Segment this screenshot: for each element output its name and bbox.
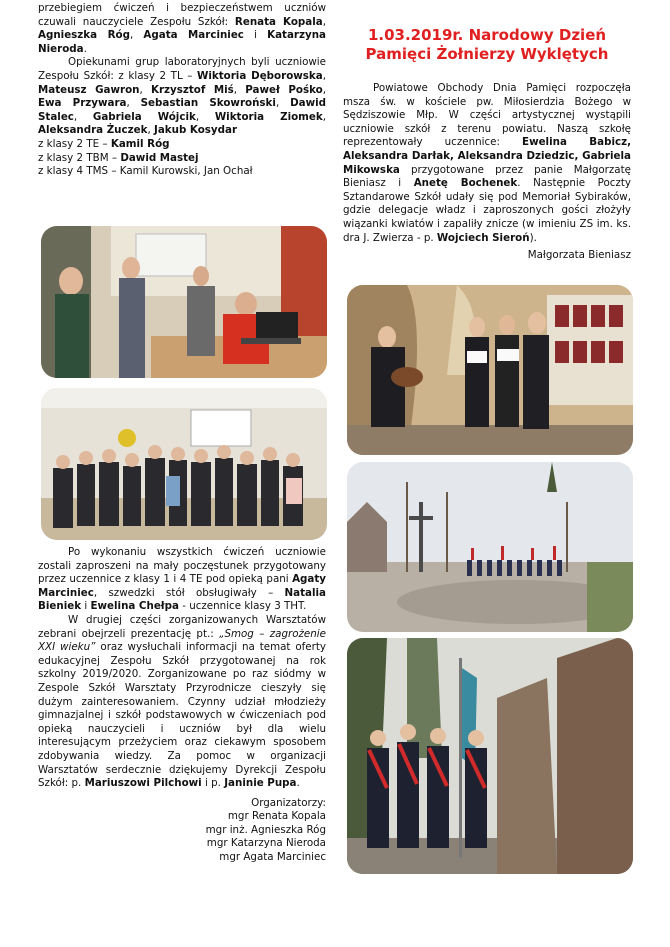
article-title: 1.03.2019r. Narodowy Dzień Pamięci Żołnierzy Wyklętych: [365, 26, 609, 63]
photo-memorial-square: [347, 462, 633, 632]
paragraph-refreshments: Po wykonaniu wszystkich ćwiczeń uczniowie zostali zaproszeni na mały poczęstunek przygotowany przez uczennice z klasy 1 i 4 TE pod opieką pani Agaty Marciniec, szwedzki stół obsługiwały – Natalia Bieniek i Ewelina Chełpa - uczennice klasy 3 THT.: [38, 546, 326, 613]
photo-memorial-square-image: [347, 462, 633, 632]
left-column-top: [38, 2, 326, 179]
paragraph-presentation: W drugiej części zorganizowanych Warsztatów zebrani obejrzeli prezentację pt.: „Smog – zagrożenie XXI wieku” oraz wysłuchali informacji na temat oferty edukacyjnej Zespołu Szkół przygotowanej na rok szkolny 2019/2020. Zorganizowane po raz siódmy w Zespole Szkół Warsztaty Przyrodnicze cieszyły się dużym zainteresowaniem. Czynny udział młodzieży gimnazjalnej i szkół podstawowych w ćwiczeniach pod opieką nauczycieli i uczniów był dla wielu interesującym przeżyciem oraz ciekawym sposobem zdobywania wiedzy. Za pomoc w organizacji Warsztatów serdecznie dziękujemy Dyrekcji Zespołu Szkół: p. Mariuszowi Pilchowi i p. Janinie Pupa.: [38, 613, 326, 790]
photo-flag-bearers: [347, 638, 633, 874]
class-4tms-line: z klasy 4 TMS – Kamil Kurowski, Jan Ochał: [38, 165, 253, 178]
paragraph-lab-guides: Opiekunami grup laboratoryjnych byli uczniowie Zespołu Szkół: z klasy 2 TL – Wiktoria Dęborowska, Mateusz Gawron, Krzysztof Miś, Paweł Pośko, Ewa Przywara, Sebastian Skowroński, Dawid Stalec, Gabriela Wójcik, Wiktoria Ziomek, Aleksandra Żuczek, Jakub Kosydar: [38, 56, 327, 137]
organizers-title: Organizatorzy:: [251, 796, 326, 809]
organizer-4: mgr Agata Marciniec: [219, 851, 326, 864]
photo-flag-bearers-image: [347, 638, 633, 874]
photo-students-at-laptops: [41, 226, 327, 378]
article-author: Małgorzata Bieniasz: [527, 249, 631, 262]
organizer-3: mgr Katarzyna Nieroda: [206, 837, 326, 850]
photo-group: [41, 388, 327, 540]
left-column-bottom: [38, 546, 326, 865]
class-2te-line: z klasy 2 TE – Kamil Róg: [38, 137, 170, 150]
photo-students-at-laptops-image: [41, 226, 327, 378]
organizer-2: mgr inż. Agnieszka Róg: [205, 823, 326, 836]
photo-girls-singing: [347, 285, 633, 455]
paragraph-supervisors: przebiegiem ćwiczeń i bezpieczeństwem uczniów czuwali nauczyciele Zespołu Szkół: Renata Kopala, Agnieszka Róg, Agata Marciniec i Katarzyna Nieroda.: [38, 2, 326, 55]
class-2tbm-line: z klasy 2 TBM – Dawid Mastej: [38, 151, 199, 164]
photo-group-image: [41, 388, 327, 540]
paragraph-commemoration: Powiatowe Obchody Dnia Pamięci rozpoczęła msza św. w kościele pw. Miłosierdzia Bożego w Sędziszowie Młp. W części artystycznej wystąpili uczniowie szkół z terenu powiatu. Naszą szkołę reprezentowały uczennice: Ewelina Babicz, Aleksandra Darłak, Aleksandra Dziedzic, Gabriela Mikowska przygotowane przez panie Małgorzatę Bieniasz i Anetę Bochenek. Następnie Poczty Sztandarowe Szkół udały się pod Memoriał Sybiraków, gdzie delegacje władz i zaproszonych gości złożyły wiązanki kwiatów i zapaliły znicze (w imieniu ZS im. ks. dra J. Zwierza - p. Wojciech Sieroń).: [343, 82, 631, 244]
organizer-1: mgr Renata Kopala: [227, 810, 326, 823]
right-column: [343, 26, 631, 263]
photo-girls-singing-image: [347, 285, 633, 455]
